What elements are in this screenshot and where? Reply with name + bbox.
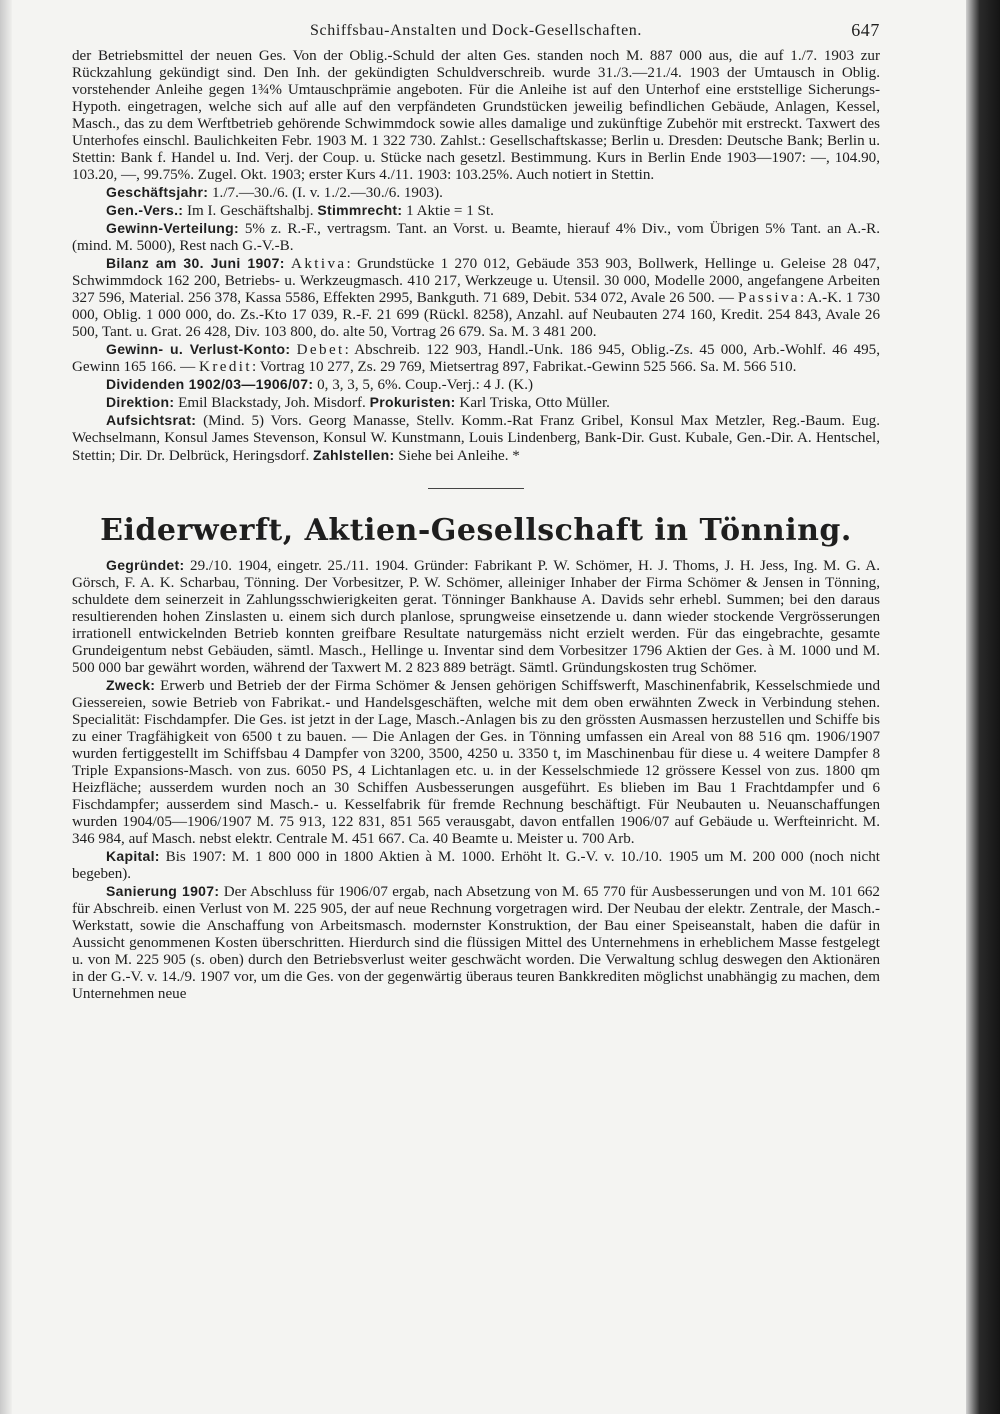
stimmrecht-text: 1 Aktie = 1 St. (402, 203, 494, 219)
bilanz-paragraph (72, 255, 880, 341)
gewinnverteilung-paragraph (72, 220, 880, 255)
gegruendet-paragraph (72, 557, 880, 677)
stimmrecht-label: Stimmrecht: (317, 202, 403, 218)
passiva-word: Passiva (737, 290, 801, 306)
page-number: 647 (851, 20, 880, 40)
kapital-text: Bis 1907: M. 1 800 000 in 1800 Aktien à M. 1000. Erhöht lt. G.-V. v. 10./10. 1905 um M. 200 000 (noch nicht begeben). (72, 849, 880, 882)
second-company-section (72, 557, 880, 1003)
bilanz-label: Bilanz am 30. Juni 1907: (106, 255, 285, 271)
direktion-paragraph (72, 394, 880, 412)
genvers-text: Im I. Geschäftshalbj. (183, 203, 318, 219)
right-book-binding (966, 0, 1000, 1414)
anleihe-continuation-paragraph (72, 48, 880, 184)
guv-paragraph (72, 341, 880, 376)
gegruendet-label: Gegründet: (106, 557, 185, 573)
running-head (72, 18, 880, 48)
aufsichtsrat-text: (Mind. 5) Vors. Georg Manasse, Stellv. Komm.-Rat Franz Gribel, Konsul Max Metzler, Reg.-Baum. Eug. Wechselmann, Konsul James Stevenson, Konsul W. Kunstmann, Louis Lindenberg, Bank-Dir. Gust. Kubale, Gen.-Dir. A. Hentschel, Stettin; Dir. Dr. Delbrück, Heringsdorf. (72, 413, 880, 464)
aktiva-text: : Grundstücke 1 270 012, Gebäude 353 903, Bollwerk, Hellinge u. Geleise 28 047, Schwimmdock 162 200, Betriebs- u. Werkzeugmasch. 410 217, Werkzeuge u. Utensil. 30 000, Modelle 2000, angefangene Arbeiten 327 596, Material. 256 378, Kassa 5586, Effekten 2995, Bankguth. 71 689, Debit. 534 072, Avale 26 500. — (72, 256, 880, 306)
zweck-text: Erwerb und Betrieb der der Firma Schömer & Jensen gehörigen Schiffswerft, Maschinenfabrik, Kesselschmiede und Giessereien, sowie Betrieb von Fabrikat.- und Handelsgeschäften, welche mit dem oben erwähnten Zweck in Verbindung stehen. Specialität: Fischdampfer. Die Ges. ist jetzt in der Lage, Masch.-Anlagen bis zu den grössten Ausmassen herzustellen und Schiffe bis zu einer Tragfähigkeit von 6500 t zu bauen. — Die Anlagen der Ges. in Tönning umfassen ein Areal von 88 516 qm. 1906/1907 wurden fertiggestellt im Schiffsbau 4 Dampfer von 3200, 3500, 4250 u. 3350 t, im Maschinenbau für diese u. 4 weitere Dampfer 8 Triple Expansions-Masch. von zus. 6050 PS, 4 Lichtanlagen etc. u. in der Kesselschmiede 12 grössere Kessel von zus. 1800 qm Heizfläche; ausserdem wurden noch an 30 Schiffen Ausbesserungen ausgeführt. Es blieben im Bau 1 Frachtdampfer und 6 Fischdampfer; ausserdem sind Masch.- u. Kesselfabrik für fremde Rechnung beschäftigt. Für Neubauten u. Neuanschaffungen wurden 1904/05—1906/1907 M. 75 913, 122 831, 851 565 verausgabt, davon entfallen 1906/07 auf Gebäude u. Werfteinricht. M. 346 984, auf Masch. nebst elektr. Centrale M. 451 667. Ca. 40 Beamte u. Meister u. 700 Arb. (72, 678, 880, 847)
running-title: Schiffsbau-Anstalten und Dock-Gesellschaften. (310, 22, 642, 39)
left-page-edge (0, 0, 12, 1414)
kredit-text: : Vortrag 10 277, Zs. 29 769, Mietsertrag 897, Fabrikat.-Gewinn 525 566. Sa. M. 566 510. (252, 359, 797, 375)
zahlstellen-text: Siehe bei Anleihe. * (394, 448, 520, 464)
passiva-text: : A.-K. 1 730 000, Oblig. 1 000 000, do. Zs.-Kto 17 039, R.-F. 21 699 (Rückl. 8258), Anzahl. auf Neubauten 274 160, Kredit. 254 843, Avale 26 500, Tant. u. Grat. 26 428, Div. 103 800, do. alte 50, Vortrag 26 679. Sa. M. 3 481 200. (72, 290, 880, 340)
direktion-text: Emil Blackstady, Joh. Misdorf. (174, 395, 370, 411)
kapital-label: Kapital: (106, 848, 160, 864)
section-divider (428, 488, 524, 489)
prokuristen-label: Prokuristen: (369, 394, 456, 410)
page-content (72, 18, 880, 1003)
geschaeftsjahr-label: Geschäftsjahr: (106, 184, 209, 200)
debet-word: Debet (296, 342, 345, 358)
zweck-paragraph (72, 677, 880, 848)
gewinnverteilung-text: 5% z. R.-F., vertragsm. Tant. an Vorst. u. Beamte, hierauf 4% Div., vom Übrigen 5% Tant. an A.-R. (mind. M. 5000), Rest nach G.-V.-B. (72, 221, 880, 254)
genvers-paragraph (72, 202, 880, 220)
kredit-word: Kredit (199, 359, 252, 375)
prokuristen-text: Karl Triska, Otto Müller. (455, 395, 610, 411)
direktion-label: Direktion: (106, 394, 175, 410)
company-title: Eiderwerft, Aktien-Gesellschaft in Tönning. (100, 513, 852, 548)
first-company-section (72, 48, 880, 465)
gewinnverteilung-label: Gewinn-Verteilung: (106, 220, 239, 236)
dividenden-label: Dividenden 1902/03—1906/07: (106, 376, 314, 392)
aufsichtsrat-paragraph (72, 412, 880, 465)
debet-text: : Abschreib. 122 903, Handl.-Unk. 186 945, Oblig.-Zs. 45 000, Arb.-Wohlf. 46 495, Gewinn 165 166. — (72, 342, 880, 375)
genvers-label: Gen.-Vers.: (106, 202, 184, 218)
sanierung-label: Sanierung 1907: (106, 883, 220, 899)
geschaeftsjahr-text: 1./7.—30./6. (I. v. 1./2.—30./6. 1903). (208, 185, 443, 201)
geschaeftsjahr-paragraph (72, 184, 880, 202)
anleihe-text: der Betriebsmittel der neuen Ges. Von der Oblig.-Schuld der alten Ges. standen noch M. 887 000 aus, die auf 1./7. 1903 zur Rückzahlung gekündigt sind. Den Inh. der gekündigten Schuldverschreib. wurde 31./3.—21./4. 1903 der Umtausch in Oblig. vorstehender Anleihe gegen 1¾% Umtauschprämie angeboten. Für die Anleihe ist auf den Unterhof eine erststellige Sicherungs-Hypoth. eingetragen, welche sich auf alle auf den verpfändeten Grundstücken jeweilig befindlichen Gebäude, Anlagen, Kessel, Masch., das zu dem Werftbetrieb gehörende Schwimmdock sowie alles damalige und zukünftige Zubehör mit erstreckt. Taxwert des Unterhofes einschl. Baulichkeiten Febr. 1903 M. 1 322 730. Zahlst.: Gesellschaftskasse; Berlin u. Dresden: Deutsche Bank; Berlin u. Stettin: Bank f. Handel u. Ind. Verj. der Coup. u. Stücke nach gesetzl. Bestimmung. Kurs in Berlin Ende 1903—1907: —, 104.90, 103.20, —, 99.75%. Zugel. Okt. 1903; erster Kurs 4./11. 1903: 103.25%. Auch notiert in Stettin. (72, 48, 880, 183)
zweck-label: Zweck: (106, 677, 156, 693)
aktiva-word: Aktiva (291, 256, 347, 272)
gegruendet-text: 29./10. 1904, eingetr. 25./11. 1904. Gründer: Fabrikant P. W. Schömer, H. J. Thoms, J. H. Jess, Ing. M. G. A. Görsch, F. A. K. Scharbau, Tönning. Der Vorbesitzer, P. W. Schömer, alleiniger Inhaber der Firma Schömer & Jensen in Tönning, schuldete dem seinerzeit in Zahlungsschwierigkeiten gerat. Tönninger Bankhause A. Davids sehr erhebl. Summen; bei den daraus resultierenden hohen Zinslasten u. einem sich durch planlose, sprungweise einsetzende u. dann wieder stockende Vergrösserungen irrationell entwickelnden Betrieb konnten greifbare Resultate naturgemäss nicht erzielt werden. Für das eingebrachte, gesamte Grundeigentum nebst Gebäuden, sämtl. Masch., Hellinge u. Inventar sind dem Vorbesitzer 1796 Aktien der Ges. à M. 1000 und M. 500 000 bar gewährt worden, während der Taxwert M. 2 823 889 beträgt. Sämtl. Gründungskosten trug Schömer. (72, 558, 880, 676)
sanierung-paragraph (72, 883, 880, 1003)
sanierung-text: Der Abschluss für 1906/07 ergab, nach Absetzung von M. 65 770 für Ausbesserungen und von M. 101 662 für Abschreib. einen Verlust von M. 225 905, der auf neue Rechnung vorgetragen wird. Der Neubau der elektr. Zentrale, der Masch.-Werkstatt, sowie die Anschaffung von Arbeitsmasch. modernster Konstruktion, der Bau einer Speiseanstalt, haben die dafür in Aussicht genommenen Kosten überschritten. Hierdurch sind die flüssigen Mittel des Unternehmens in erheblichem Masse festgelegt u. von M. 225 905 (s. oben) durch den Betriebsverlust weiter geschwächt worden. Die Verwaltung schlug deswegen den Aktionären in der G.-V. v. 14./9. 1907 vor, um die Ges. von der gegenwärtig überaus teuren Bankkrediten möglichst unabhängig zu machen, dem Unternehmen neue (72, 884, 880, 1002)
aufsichtsrat-label: Aufsichtsrat: (106, 412, 197, 428)
zahlstellen-label: Zahlstellen: (313, 447, 395, 463)
guv-label: Gewinn- u. Verlust-Konto: (106, 341, 291, 357)
dividenden-text: 0, 3, 3, 5, 6%. Coup.-Verj.: 4 J. (K.) (313, 377, 534, 393)
dividenden-paragraph (72, 376, 880, 394)
kapital-paragraph (72, 848, 880, 883)
